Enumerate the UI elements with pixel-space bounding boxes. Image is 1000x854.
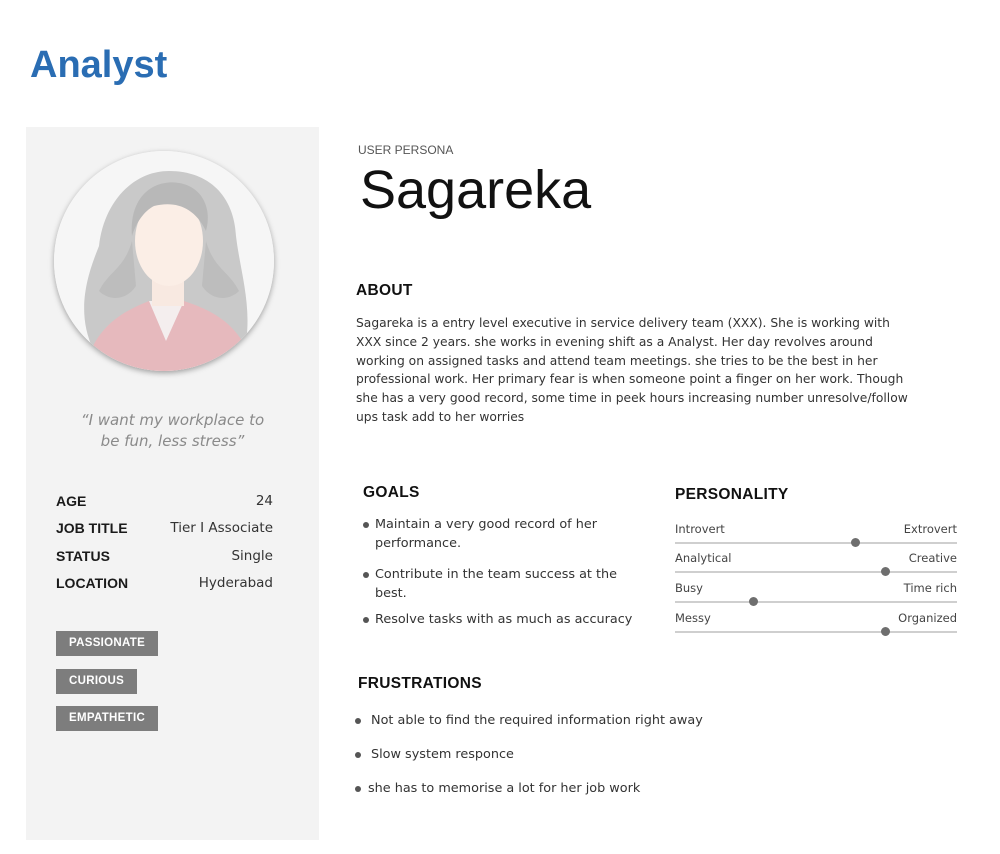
info-value: 24 [255, 493, 273, 509]
persona-eyebrow: USER PERSONA [358, 143, 454, 157]
persona-avatar-illustration [54, 151, 274, 371]
info-value: Single [231, 548, 273, 564]
slider-left-label: Busy [675, 581, 703, 595]
about-heading: ABOUT [356, 282, 413, 299]
info-label: JOB TITLE [56, 520, 128, 536]
personality-slider-introvert-extrovert [675, 522, 957, 552]
info-label: AGE [56, 493, 87, 509]
tag-curious: CURIOUS [56, 669, 137, 694]
goals-heading: GOALS [363, 484, 420, 501]
bullet-icon [355, 786, 361, 792]
info-row-age [56, 493, 273, 513]
bullet-icon [355, 752, 361, 758]
tag-empathetic: EMPATHETIC [56, 706, 158, 731]
info-label: STATUS [56, 548, 110, 564]
slider-track [675, 542, 957, 544]
bullet-icon [363, 617, 369, 623]
persona-quote [26, 410, 319, 452]
page-title: Analyst [30, 44, 168, 86]
slider-left-label: Messy [675, 611, 711, 625]
slider-right-label: Creative [908, 551, 957, 565]
slider-track [675, 571, 957, 573]
slider-thumb [881, 567, 890, 576]
info-row-status [56, 548, 273, 568]
goal-item: Resolve tasks with as much as accuracy [375, 612, 633, 627]
info-value: Hyderabad [198, 575, 273, 591]
slider-thumb [749, 597, 758, 606]
personality-slider-analytical-creative [675, 551, 957, 581]
goal-item: Contribute in the team success at the best. [375, 567, 618, 601]
frustration-item: Not able to find the required information right away [371, 713, 703, 728]
frustration-item: she has to memorise a lot for her job work [368, 781, 641, 796]
frustration-item: Slow system responce [371, 747, 514, 762]
goal-item: Maintain a very good record of her performance. [375, 517, 597, 551]
slider-left-label: Introvert [675, 522, 725, 536]
slider-thumb [851, 538, 860, 547]
slider-right-label: Time rich [903, 581, 957, 595]
info-value: Tier I Associate [170, 520, 273, 536]
frustrations-heading: FRUSTRATIONS [358, 675, 482, 692]
slider-track [675, 601, 957, 603]
quote-line-2: be fun, less stress” [100, 432, 245, 450]
info-row-job-title [56, 520, 273, 540]
slider-track [675, 631, 957, 633]
personality-heading: PERSONALITY [675, 486, 789, 503]
tag-passionate: PASSIONATE [56, 631, 158, 656]
avatar [54, 151, 274, 371]
quote-line-1: “I want my workplace to [80, 411, 265, 429]
slider-thumb [881, 627, 890, 636]
info-row-location [56, 575, 273, 595]
bullet-icon [355, 718, 361, 724]
slider-right-label: Organized [898, 611, 957, 625]
persona-name: Sagareka [360, 160, 592, 220]
info-label: LOCATION [56, 575, 129, 591]
bullet-icon [363, 522, 369, 528]
personality-slider-messy-organized [675, 611, 957, 641]
bullet-icon [363, 572, 369, 578]
about-text: Sagareka is a entry level executive in service delivery team (XXX). She is working with XXX since 2 years. she works in evening shift as a Analyst. Her day revolves around working on assigned tasks and attend team meetings. she tries to be the best in her professional work. Her primary fear is when someone point a finger on her work. Though she has a very good record, some time in peek hours increasing number unresolve/follow ups task add to her worries [356, 316, 908, 424]
slider-left-label: Analytical [675, 551, 732, 565]
slider-right-label: Extrovert [903, 522, 957, 536]
personality-slider-busy-time-rich [675, 581, 957, 611]
